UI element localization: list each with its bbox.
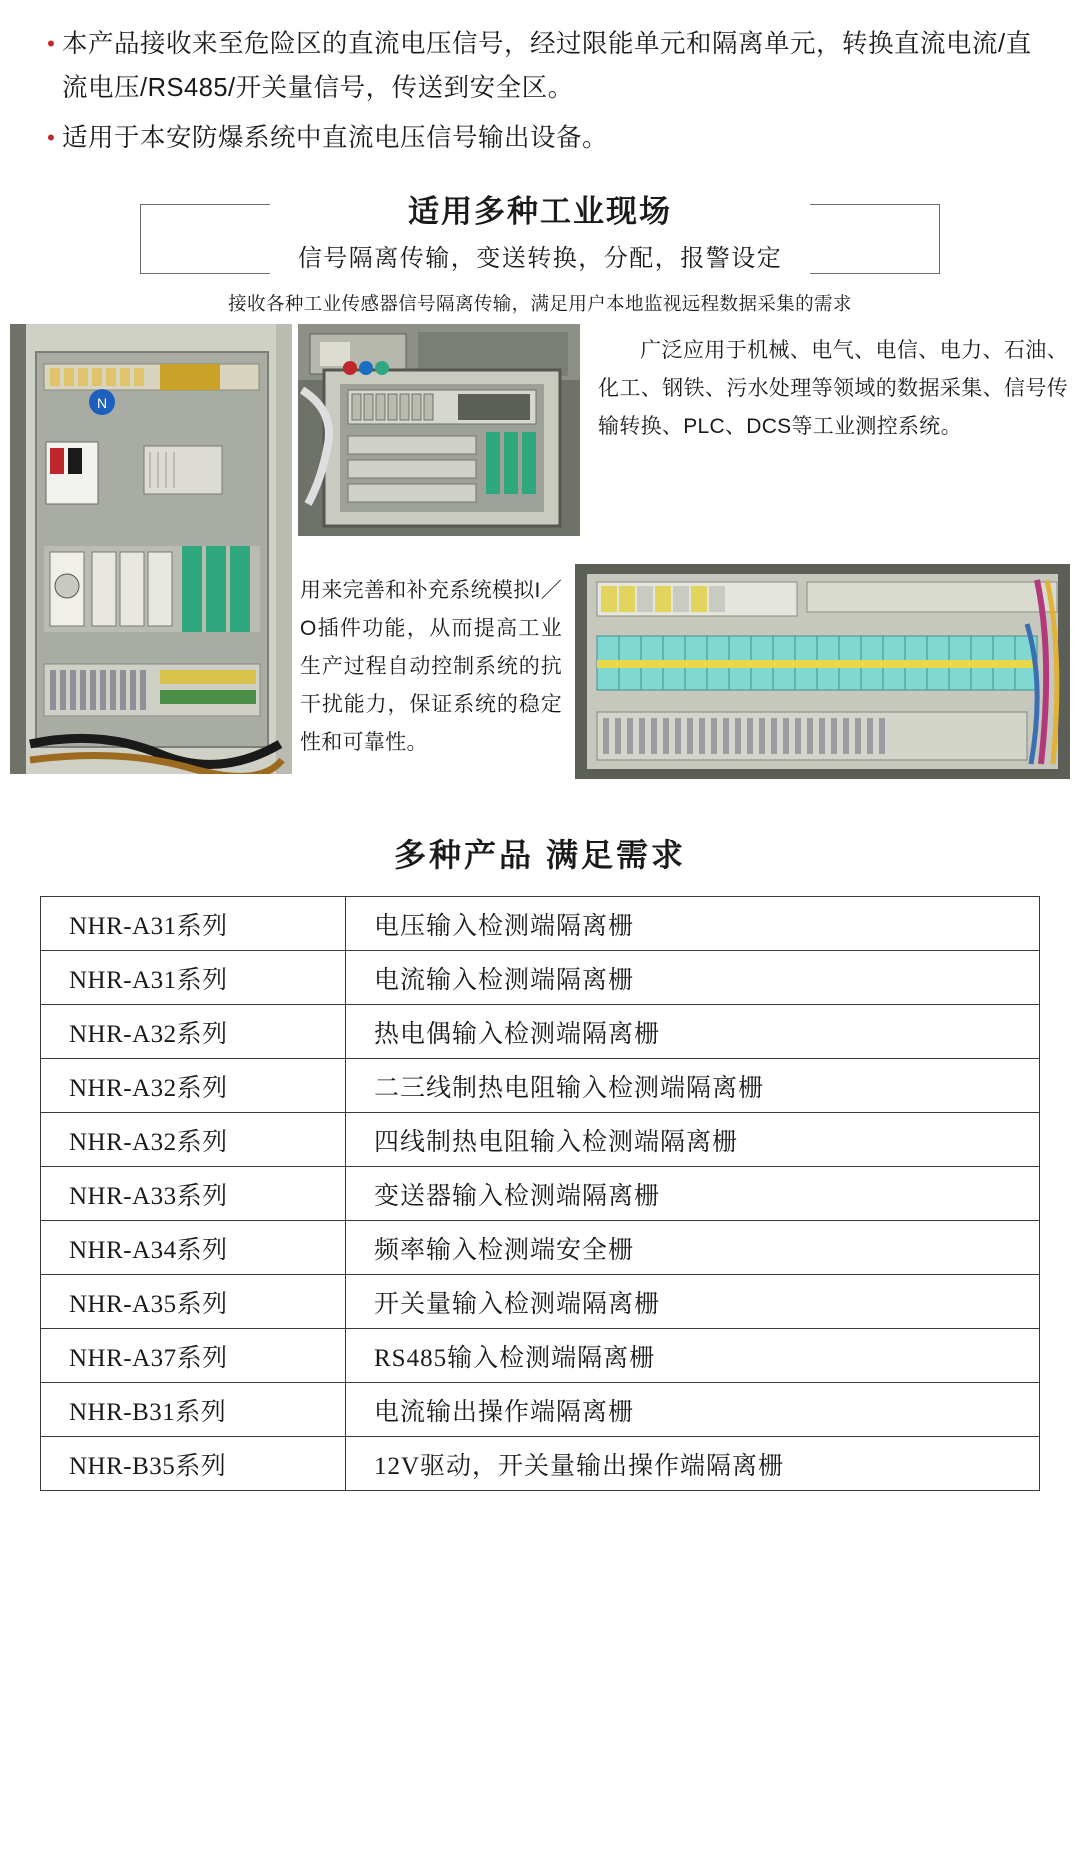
table-row: [41, 1383, 1040, 1437]
section-subtitle: 信号隔离传输，变送转换，分配，报警设定: [297, 245, 783, 272]
intro-bullet-text: 本产品接收来至危险区的直流电压信号，经过限能单元和隔离单元，转换直流电流/直流电压/RS485/开关量信号，传送到安全区。: [62, 30, 1032, 102]
product-model: NHR-B35系列: [41, 1437, 346, 1491]
collage-paragraph-1-text: 广泛应用于机械、电气、电信、电力、石油、化工、钢铁、污水处理等领域的数据采集、信号传输转换、PLC、DCS等工业测控系统。: [598, 339, 1068, 438]
list-item: [40, 116, 1032, 160]
table-row: [41, 1221, 1040, 1275]
product-description: 电压输入检测端隔离栅: [346, 897, 1040, 951]
photo-control-box: [298, 324, 580, 536]
collage-paragraph-2-text: 用来完善和补充系统模拟I／O插件功能，从而提高工业生产过程自动控制系统的抗干扰能力，保证系统的稳定性和可靠性。: [300, 579, 562, 754]
product-model: NHR-A32系列: [41, 1113, 346, 1167]
intro-bullet-text: 适用于本安防爆系统中直流电压信号输出设备。: [62, 124, 609, 152]
product-model: NHR-B31系列: [41, 1383, 346, 1437]
bullet-dot-icon: •: [47, 31, 55, 56]
product-description: 电流输出操作端隔离栅: [346, 1383, 1040, 1437]
terminal-board-illustration: [575, 564, 1070, 779]
collage-paragraph-applications: [598, 332, 1068, 446]
product-model: NHR-A34系列: [41, 1221, 346, 1275]
product-description: 开关量输入检测端隔离栅: [346, 1275, 1040, 1329]
table-row: [41, 1275, 1040, 1329]
product-description: 电流输入检测端隔离栅: [346, 951, 1040, 1005]
collage-paragraph-function: [300, 572, 562, 762]
product-model: NHR-A35系列: [41, 1275, 346, 1329]
products-table-body: [41, 897, 1040, 1491]
product-description: 频率输入检测端安全栅: [346, 1221, 1040, 1275]
section-title: 适用多种工业现场: [408, 194, 672, 229]
list-item: [40, 22, 1032, 110]
product-model: NHR-A31系列: [41, 951, 346, 1005]
table-row: [41, 1329, 1040, 1383]
table-row: [41, 1059, 1040, 1113]
product-model: NHR-A31系列: [41, 897, 346, 951]
products-table: [40, 896, 1040, 1491]
photo-collage: [0, 324, 1080, 794]
bracket-frame: [140, 186, 940, 298]
table-row: [41, 951, 1040, 1005]
table-row: [41, 1113, 1040, 1167]
product-model: NHR-A37系列: [41, 1329, 346, 1383]
bullet-dot-icon: •: [47, 125, 55, 150]
product-description: 二三线制热电阻输入检测端隔离栅: [346, 1059, 1040, 1113]
products-heading: 多种产品 满足需求: [394, 837, 686, 873]
photo-terminal-board: [575, 564, 1070, 779]
product-description: RS485输入检测端隔离栅: [346, 1329, 1040, 1383]
intro-bullet-list: [0, 0, 1080, 160]
section-heading: [0, 186, 1080, 314]
product-model: NHR-A33系列: [41, 1167, 346, 1221]
product-description: 变送器输入检测端隔离栅: [346, 1167, 1040, 1221]
cabinet-illustration: [10, 324, 292, 774]
section-description: 接收各种工业传感器信号隔离传输，满足用户本地监视远程数据采集的需求: [228, 293, 852, 314]
table-row: [41, 1005, 1040, 1059]
control-box-illustration: [298, 324, 580, 536]
product-model: NHR-A32系列: [41, 1059, 346, 1113]
product-description: 四线制热电阻输入检测端隔离栅: [346, 1113, 1040, 1167]
product-description: 热电偶输入检测端隔离栅: [346, 1005, 1040, 1059]
svg-text:N: N: [96, 395, 108, 411]
table-row: [41, 1167, 1040, 1221]
product-model: NHR-A32系列: [41, 1005, 346, 1059]
photo-electrical-cabinet: [10, 324, 292, 774]
table-row: [41, 897, 1040, 951]
table-row: [41, 1437, 1040, 1491]
product-description: 12V驱动，开关量输出操作端隔离栅: [346, 1437, 1040, 1491]
